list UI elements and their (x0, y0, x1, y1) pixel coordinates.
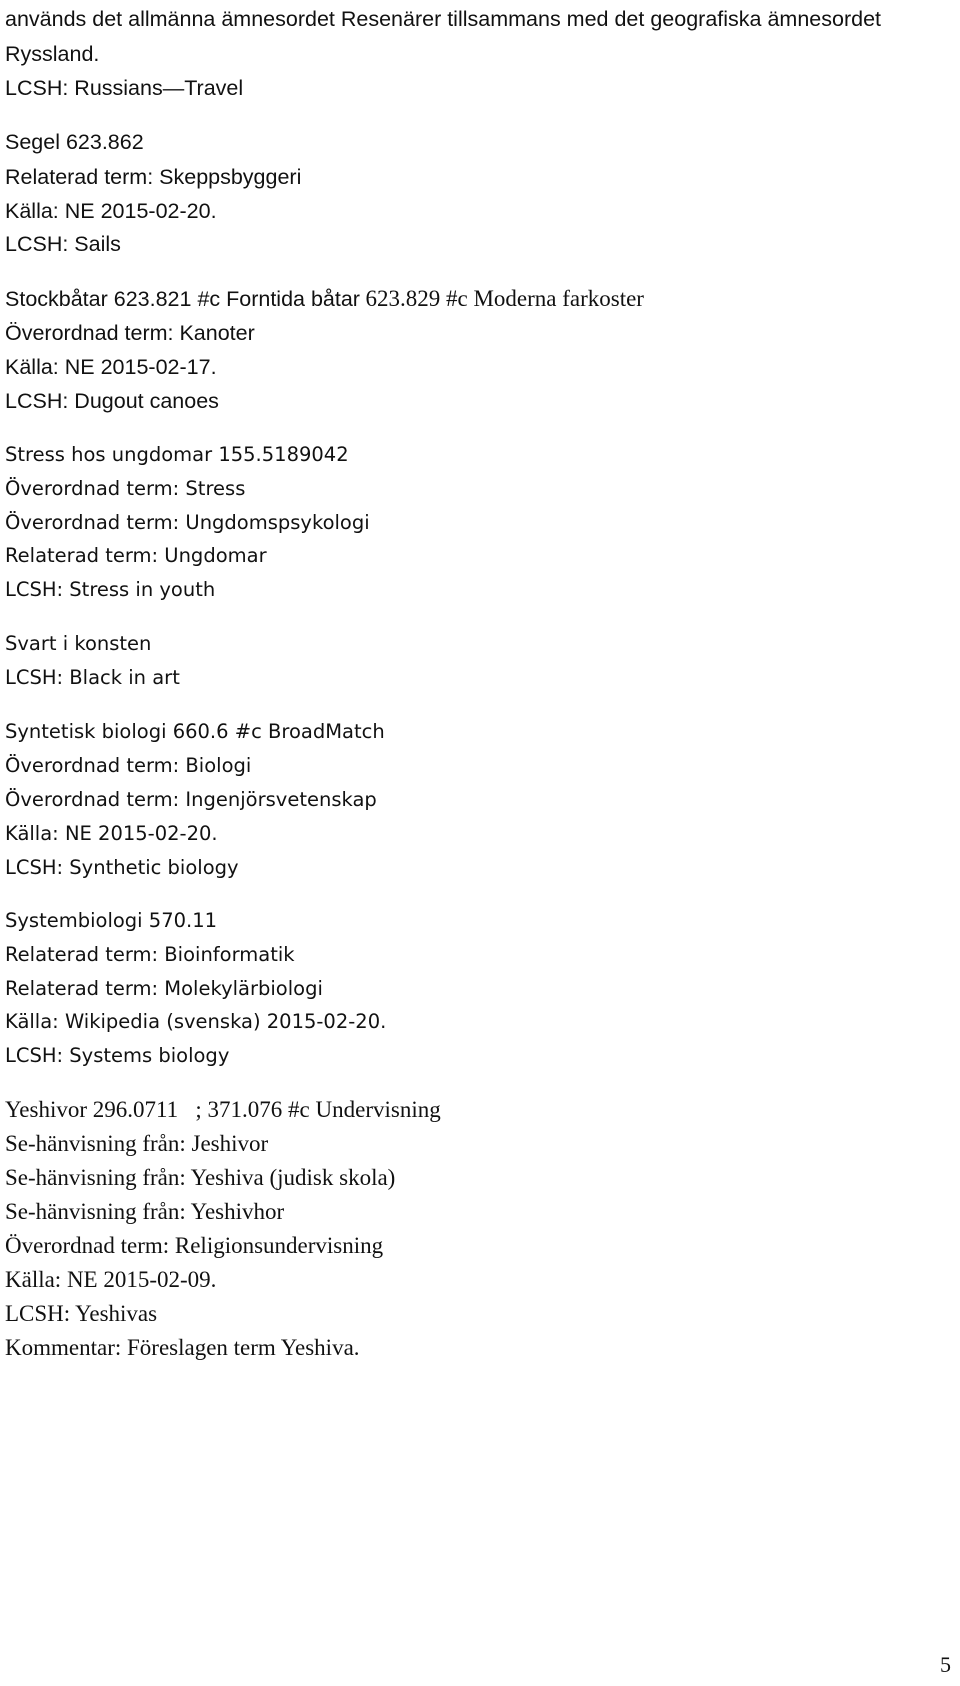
stress-related: Relaterad term: Ungdomar (5, 544, 267, 567)
stockbatar-part-1: Stockbåtar 623.821 #c Forntida båtar (5, 287, 360, 311)
syntetisk-broader-1: Överordnad term: Biologi (5, 754, 252, 777)
entry-heading-yeshivor: Yeshivor 296.0711 ; 371.076 #c Undervisning (5, 1097, 441, 1122)
systembiologi-related-2: Relaterad term: Molekylärbiologi (5, 977, 323, 1000)
systembiologi-source: Källa: Wikipedia (svenska) 2015-02-20. (5, 1010, 387, 1033)
yeshivor-see-from-2: Se-hänvisning från: Yeshiva (judisk skola) (5, 1165, 396, 1190)
yeshivor-see-from-1: Se-hänvisning från: Jeshivor (5, 1131, 269, 1156)
entry-heading-svart: Svart i konsten (5, 632, 152, 655)
page-number: 5 (940, 1652, 951, 1677)
segel-related: Relaterad term: Skeppsbyggeri (5, 165, 302, 189)
svart-lcsh: LCSH: Black in art (5, 666, 180, 689)
yeshivor-lcsh: LCSH: Yeshivas (5, 1301, 158, 1326)
systembiologi-lcsh: LCSH: Systems biology (5, 1044, 230, 1067)
stockbatar-part-2: 623.829 #c Moderna farkoster (365, 286, 644, 311)
intro-line-1: används det allmänna ämnesordet Resenärer tillsammans med det geografiska ämnesordet (5, 7, 881, 31)
yeshivor-broader: Överordnad term: Religionsundervisning (5, 1233, 384, 1258)
entry-heading-systembiologi: Systembiologi 570.11 (5, 909, 218, 932)
segel-source: Källa: NE 2015-02-20. (5, 199, 217, 223)
yeshivor-comment: Kommentar: Föreslagen term Yeshiva. (5, 1335, 360, 1360)
stress-broader-1: Överordnad term: Stress (5, 477, 246, 500)
yeshivor-source: Källa: NE 2015-02-09. (5, 1267, 217, 1292)
yeshivor-see-from-3: Se-hänvisning från: Yeshivhor (5, 1199, 285, 1224)
segel-lcsh: LCSH: Sails (5, 232, 121, 256)
syntetisk-lcsh: LCSH: Synthetic biology (5, 856, 239, 879)
intro-line-2: Ryssland. (5, 42, 100, 66)
systembiologi-related-1: Relaterad term: Bioinformatik (5, 943, 295, 966)
entry-heading-stockbatar (5, 284, 644, 314)
stress-broader-2: Överordnad term: Ungdomspsykologi (5, 511, 370, 534)
stockbatar-broader: Överordnad term: Kanoter (5, 321, 255, 345)
entry-heading-segel: Segel 623.862 (5, 130, 144, 154)
syntetisk-broader-2: Överordnad term: Ingenjörsvetenskap (5, 788, 377, 811)
stockbatar-source: Källa: NE 2015-02-17. (5, 355, 217, 379)
stress-lcsh: LCSH: Stress in youth (5, 578, 216, 601)
stockbatar-lcsh: LCSH: Dugout canoes (5, 389, 219, 413)
entry-heading-syntetisk: Syntetisk biologi 660.6 #c BroadMatch (5, 720, 385, 743)
entry-heading-stress: Stress hos ungdomar 155.5189042 (5, 443, 349, 466)
lcsh-russians-travel: LCSH: Russians—Travel (5, 76, 244, 100)
syntetisk-source: Källa: NE 2015-02-20. (5, 822, 218, 845)
